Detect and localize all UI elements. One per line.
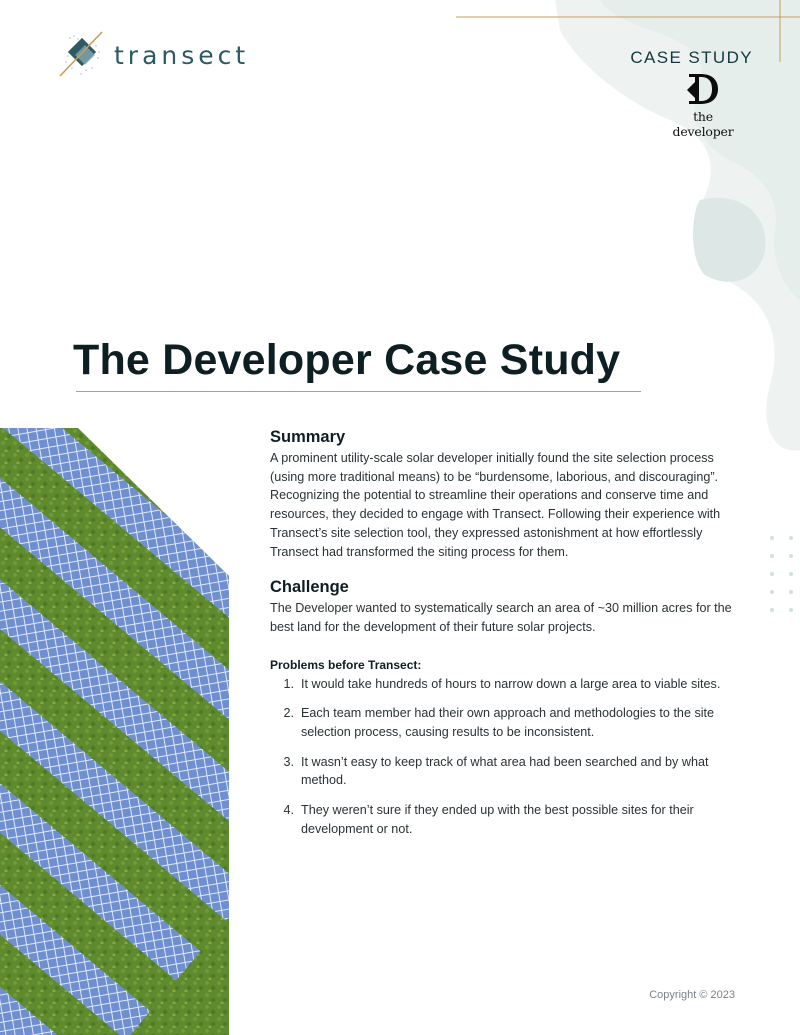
list-item-text: It wasn’t easy to keep track of what area had been searched and by what method. — [301, 754, 709, 788]
main-content — [270, 428, 745, 850]
list-item — [270, 704, 745, 741]
transect-logo-icon — [56, 28, 108, 80]
decorative-dot-grid — [768, 534, 800, 616]
summary-body: A prominent utility-scale solar developer initially found the site selection process (using more traditional means) to be “burdensome, laborious, and discouraging”. Recognizing the potential to streamline their operations and conserve time and resources, they decided to engage with Transect. Following their experience with Transect’s site selection tool, they expressed astonishment at how effortlessly Transect had transformed the siting process for them. — [270, 451, 721, 559]
solar-panels-photo — [0, 428, 229, 1035]
case-study-label: CASE STUDY — [630, 48, 753, 67]
list-item-text: It would take hundreds of hours to narrow down a large area to viable sites. — [301, 676, 721, 691]
list-item-number: 3. — [283, 754, 294, 769]
problems-list — [270, 675, 745, 839]
list-item-number: 1. — [283, 676, 294, 691]
developer-d-icon — [686, 72, 720, 106]
list-item-text: They weren’t sure if they ended up with the best possible sites for their development or not. — [301, 803, 694, 836]
list-item — [270, 753, 745, 790]
problems-heading: Problems before Transect: — [270, 657, 422, 672]
title-divider — [76, 391, 641, 392]
copyright-text: Copyright © 2023 — [649, 989, 735, 1001]
challenge-body: The Developer wanted to systematically search an area of ~30 million acres for the best land for the development of their future solar projects. — [270, 601, 732, 634]
transect-logo[interactable] — [56, 28, 249, 80]
brand-name: transect — [114, 40, 250, 70]
client-logo — [664, 72, 742, 139]
list-item — [270, 675, 745, 694]
list-item-number: 2. — [283, 706, 294, 721]
page-title: The Developer Case Study — [73, 336, 621, 384]
client-name: the developer — [672, 109, 734, 139]
list-item-number: 4. — [283, 803, 294, 818]
list-item — [270, 801, 745, 838]
list-item-text: Each team member had their own approach and methodologies to the site selection process, causing results to be inconsistent. — [301, 706, 715, 740]
challenge-heading: Challenge — [270, 578, 349, 597]
summary-heading: Summary — [270, 428, 346, 446]
